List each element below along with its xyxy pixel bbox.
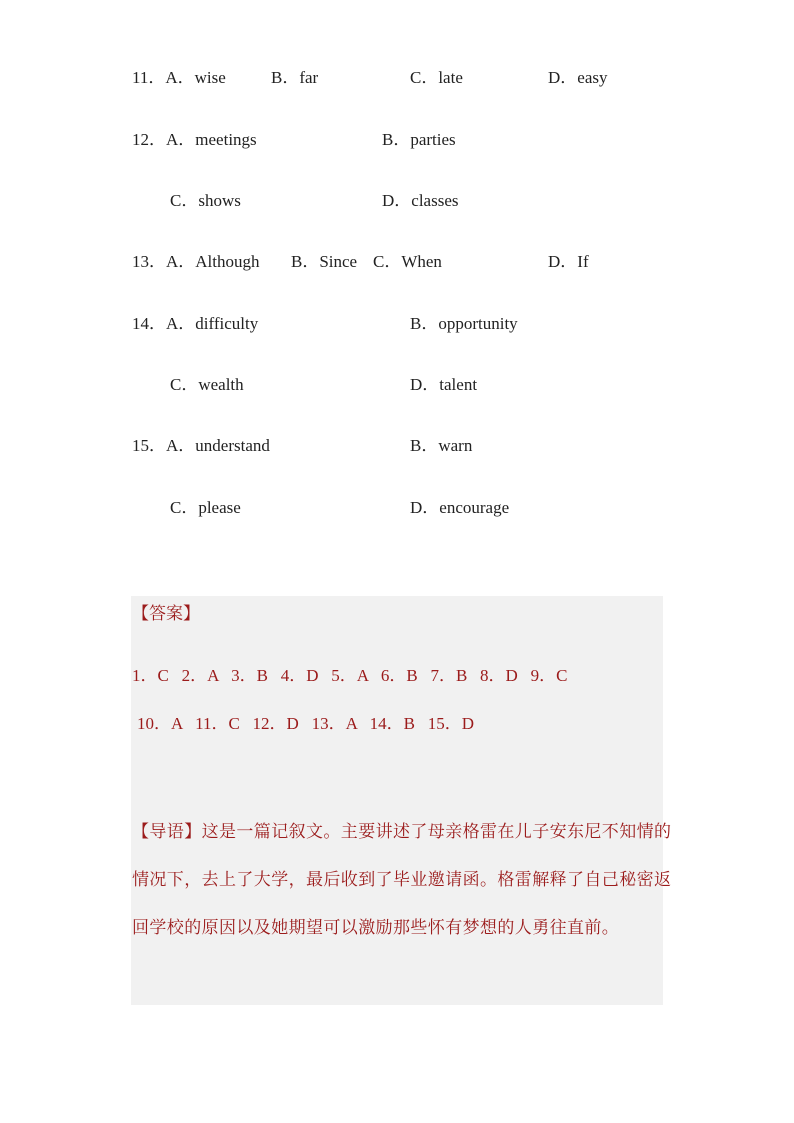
q14-option-a: 14．A．difficulty: [132, 314, 259, 333]
q15-option-b: B．warn: [410, 436, 473, 455]
q14-option-c: C．wealth: [170, 375, 244, 394]
answer-heading: 【答案】: [132, 604, 200, 624]
q15-option-d: D．encourage: [410, 498, 510, 517]
q14-option-b: B．opportunity: [410, 314, 518, 333]
q15-option-a: 15．A．understand: [132, 436, 270, 455]
q12-option-b: B．parties: [382, 130, 456, 149]
q11-option-c: C．late: [410, 68, 463, 87]
q11-option-a: 11．A．wise: [132, 68, 226, 87]
q13-option-d: D．If: [548, 252, 589, 271]
q12-option-a: 12．A．meetings: [132, 130, 257, 149]
q14-option-d: D．talent: [410, 375, 478, 394]
answer-line-2: 10．A 11．C 12．D 13．A 14．B 15．D: [137, 714, 475, 733]
q13-option-c: C．When: [373, 252, 442, 271]
q11-option-d: D．easy: [548, 68, 608, 87]
answer-line-1: 1．C 2．A 3．B 4．D 5．A 6．B 7．B 8．D 9．C: [132, 666, 568, 685]
q12-option-c: C．shows: [170, 191, 241, 210]
guide-paragraph: 【导语】这是一篇记叙文。主要讲述了母亲格雷在儿子安东尼不知情的情况下，去上了大学，最后收到了毕业邀请函。格雷解释了自己秘密返回学校的原因以及她期望可以激励那些怀有梦想的人勇往直前。: [132, 822, 672, 938]
q13-option-a: 13．A．Although: [132, 252, 260, 271]
q13-option-b: B．Since: [291, 252, 358, 271]
q12-option-d: D．classes: [382, 191, 459, 210]
q15-option-c: C．please: [170, 498, 241, 517]
q11-option-b: B．far: [271, 68, 319, 87]
